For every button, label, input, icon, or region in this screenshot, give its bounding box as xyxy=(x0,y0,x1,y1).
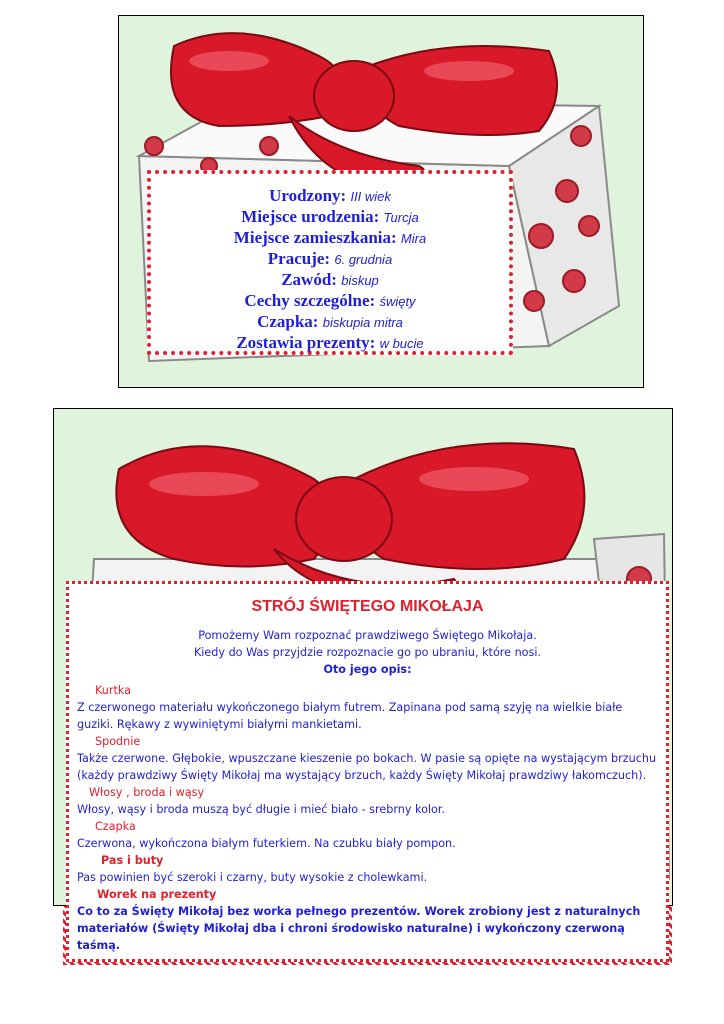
section-heading: Włosy , broda i wąsy xyxy=(89,786,205,799)
profile-row-residence: Miejsce zamieszkania: Mira xyxy=(233,228,427,247)
section-heading: Kurtka xyxy=(95,684,131,697)
profile-row-occupation: Zawód: biskup xyxy=(281,270,379,289)
profile-row-works: Pracuje: 6. grudnia xyxy=(267,249,393,268)
profile-row-hat: Czapka: biskupia mitra xyxy=(257,312,403,331)
section-text: Także czerwone. Głębokie, wpuszczane kieszenie po bokach. W pasie są opięte na wystającym brzuchu (każdy prawdziwy Święty Mikołaj ma wystający brzuch, każdy Święty Mikołaj prawdziwy łakomczuch). xyxy=(77,752,657,782)
section-belt-boots xyxy=(77,852,658,886)
section-trousers xyxy=(77,733,658,784)
section-heading: Spodnie xyxy=(95,735,141,748)
section-sack xyxy=(77,886,658,954)
profile-row-born: Urodzony: III wiek xyxy=(269,186,391,205)
profile-row-birthplace: Miejsce urodzenia: Turcja xyxy=(241,207,419,226)
profile-card xyxy=(147,170,513,355)
section-text: Włosy, wąsy i broda muszą być długie i mieć biało - srebrny kolor. xyxy=(77,803,446,816)
section-heading: Czapka xyxy=(95,820,136,833)
section-hat xyxy=(77,818,658,852)
intro-line: Pomożemy Wam rozpoznać prawdziwego Świętego Mikołaja. xyxy=(198,629,537,642)
section-heading: Worek na prezenty xyxy=(97,888,217,901)
profile-row-traits: Cechy szczególne: święty xyxy=(244,291,416,310)
costume-card xyxy=(66,581,669,962)
intro-line: Oto jego opis: xyxy=(323,663,412,676)
section-text: Pas powinien być szeroki i czarny, buty wysokie z cholewkami. xyxy=(77,871,428,884)
section-text: Co to za Święty Mikołaj bez worka pełnego prezentów. Worek zrobiony jest z naturalnych materiałów (Święty Mikołaj dba i chroni środowisko naturalne) i wykończony czerwoną taśmą. xyxy=(77,905,641,952)
profile-row-gifts: Zostawia prezenty: w bucie xyxy=(236,333,424,352)
section-jacket xyxy=(77,682,658,733)
section-hair xyxy=(77,784,658,818)
section-text: Czerwona, wykończona białym futerkiem. Na czubku biały pompon. xyxy=(77,837,456,850)
section-heading: Pas i buty xyxy=(101,854,164,867)
section-text: Z czerwonego materiału wykończonego białym futrem. Zapinana pod samą szyję na wielkie białe guziki. Rękawy z wywiniętymi białymi mankietami. xyxy=(77,701,623,731)
intro-line: Kiedy do Was przyjdzie rozpoznacie go po ubraniu, które nosi. xyxy=(193,646,542,659)
costume-title: STRÓJ ŚWIĘTEGO MIKOŁAJA xyxy=(251,598,484,615)
